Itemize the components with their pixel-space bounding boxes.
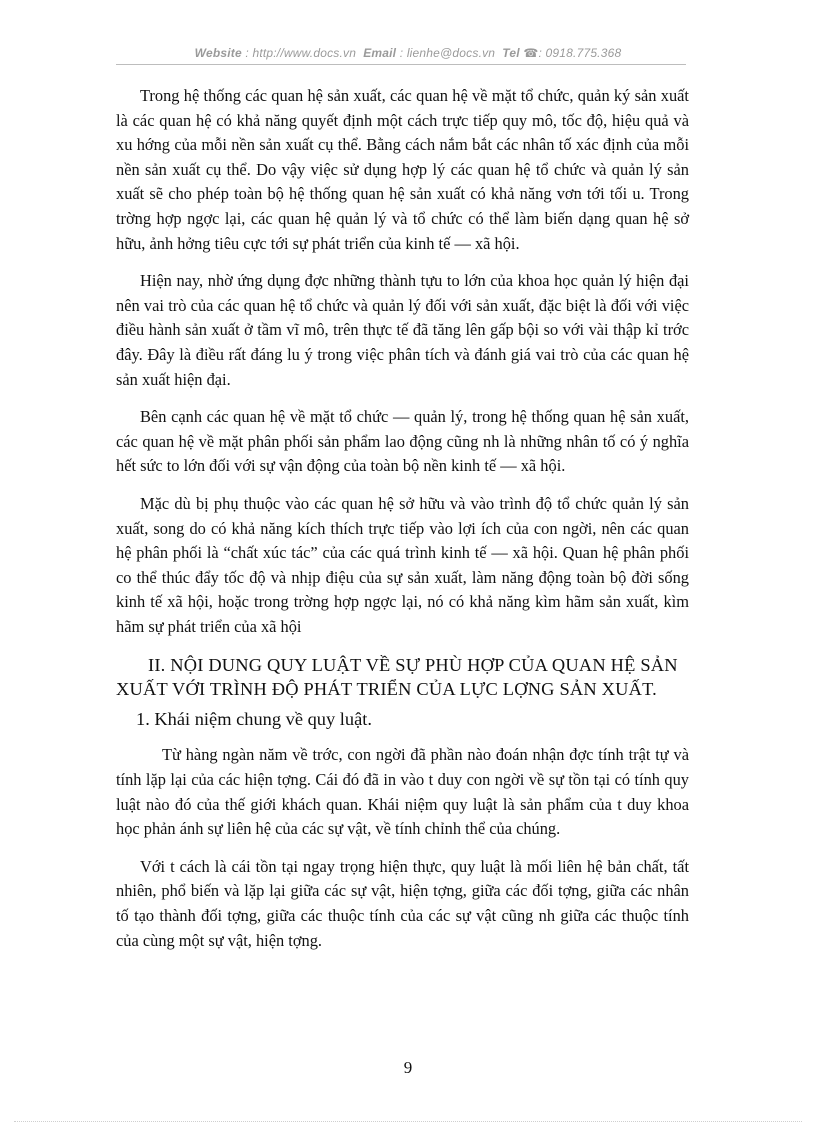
phone-icon: ☎	[523, 46, 539, 60]
section-heading: II. NỘI DUNG QUY LUẬT VỀ SỰ PHÙ HỢP CỦA QUAN HỆ SẢN XUẤT VỚI TRÌNH ĐỘ PHÁT TRIỂN CỦA LỰC LỢNG SẢN XUẤT.	[116, 655, 678, 700]
subsection-heading: 1. Khái niệm chung về quy luật.	[136, 709, 372, 730]
paragraph-3: Bên cạnh các quan hệ về mặt tổ chức — quản lý, trong hệ thống quan hệ sản xuất, các quan hệ về mặt phân phối sản phẩm lao động cũng nh là những nhân tố có ý nghĩa hết sức to lớn đối với sự vận động của toàn bộ nền kinh tế — xã hội.	[116, 407, 689, 476]
paragraph-6: Với t cách là cái tồn tại ngay trọng hiện thực, quy luật là mối liên hệ bản chất, tất nhiên, phổ biến và lặp lại giữa các sự vật, hiện tợng, giữa các đối tợng, giữa các nhân tố tạo thành đối tợng, giữa các thuộc tính của các sự vật cũng nh giữa các thuộc tính của cùng một sự vật, hiện tợng.	[116, 856, 689, 950]
page-number: 9	[403, 1058, 413, 1077]
document-body	[116, 84, 689, 966]
footer-divider	[14, 1121, 802, 1122]
tel-value: : 0918.775.368	[538, 46, 622, 60]
email-value: : lienhe@docs.vn	[399, 46, 496, 60]
header-divider	[116, 64, 686, 65]
tel-label: Tel	[502, 46, 520, 60]
paragraph-2: Hiện nay, nhờ ứng dụng đợc những thành tựu to lớn của khoa học quản lý hiện đại nên vai trò của các quan hệ tổ chức và quản lý đối với sản xuất, đặc biệt là đối với việc điều hành sản xuất ở tầm vĩ mô, trên thực tế đã tăng lên gấp bội so với vài thập kỉ trớc đây. Đây là điều rất đáng lu ý trong việc phân tích và đánh giá vai trò của các quan hệ sản xuất hiện đại.	[116, 271, 689, 389]
page-header	[0, 46, 816, 60]
website-label: Website	[194, 46, 242, 60]
paragraph-1: Trong hệ thống các quan hệ sản xuất, các quan hệ về mặt tổ chức, quản ký sản xuất là các quan hệ có khả năng quyết định một cách trực tiếp quy mô, tốc độ, hiệu quả và xu hớng của mỗi nền sản xuất cụ thể. Bằng cách nắm bắt các nhân tố xác định của mỗi nền sản xuất cụ thể. Do vậy việc sử dụng hợp lý các quan hệ tổ chức và quản lý sản xuất sẽ cho phép toàn bộ hệ thống quan hệ sản xuất có khả năng vơn tới tối u. Trong trờng hợp ngợc lại, các quan hệ quản lý và tổ chức có thể làm biến dạng quan hệ sở hữu, ảnh hởng tiêu cực tới sự phát triển của kinh tế — xã hội.	[116, 86, 689, 253]
email-label: Email	[363, 46, 397, 60]
website-value: : http://www.docs.vn	[245, 46, 357, 60]
paragraph-4: Mặc dù bị phụ thuộc vào các quan hệ sở hữu và vào trình độ tổ chức quản lý sản xuất, song do có khả năng kích thích trực tiếp vào lợi ích của con ngời, nên các quan hệ phân phối là “chất xúc tác” của các quá trình kinh tế — xã hội. Quan hệ phân phối co thể thúc đẩy tốc độ và nhịp điệu của sự sản xuất, làm năng động toàn bộ đời sống kinh tế xã hội, hoặc trong trờng hợp ngợc lại, nó có khả năng kìm hãm sản xuất, kìm hãm sự phát triển của xã hội	[116, 493, 689, 636]
paragraph-5: Từ hàng ngàn năm về trớc, con ngời đã phần nào đoán nhận đợc tính trật tự và tính lặp lại của các hiện tợng. Cái đó đã in vào t duy con ngời về sự tồn tại có tính quy luật nào đó của thế giới khách quan. Khái niệm quy luật là sản phẩm của t duy khoa học phản ánh sự liên hệ của các sự vật, về tính chỉnh thể của chúng.	[116, 745, 689, 839]
